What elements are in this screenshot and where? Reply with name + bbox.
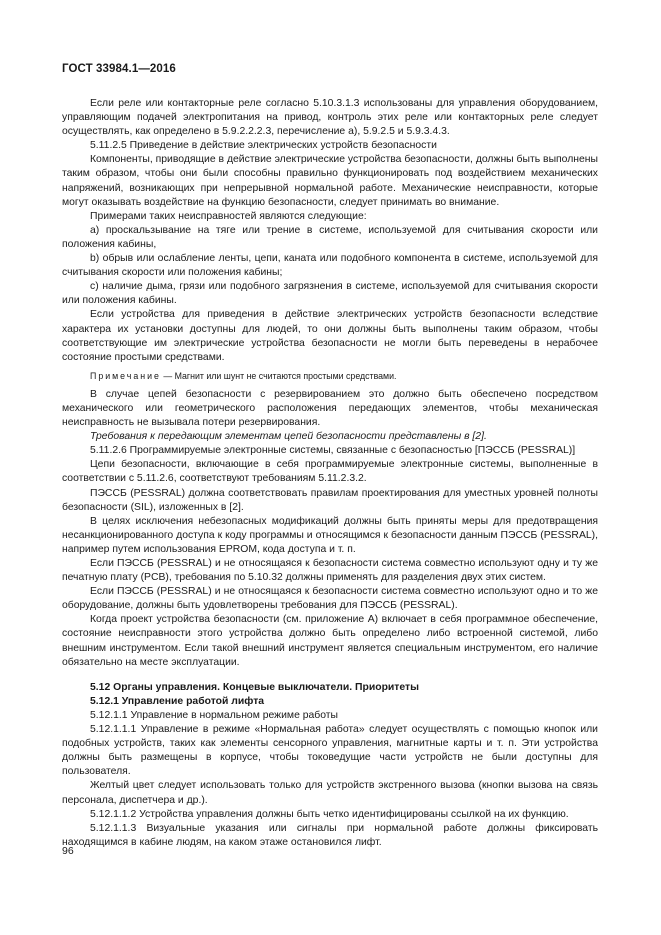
paragraph: 5.12.1.1.3 Визуальные указания или сигналы при нормальной работе должны фиксировать находящимся в кабине людям, на каком этаже остановился лифт. <box>62 822 598 848</box>
paragraph: В целях исключения небезопасных модификаций должны быть приняты меры для предотвращения несанкционированного доступа к коду программы и относящимся к безопасности данным ПЭССБ (PESSRAL), например путем использования EPROM, кода доступа и т. п. <box>62 515 598 555</box>
paragraph: Компоненты, приводящие в действие электрические устройства безопасности, должны быть выполнены таким образом, чтобы они были способны правильно функционировать под воздействием механических напряжений, возникающих при непрерывной нормальной работе. Механические неисправности, которые могут оказывать воздействие на функцию безопасности, следует принимать во внимание. <box>62 154 598 208</box>
paragraph-reference: Требования к передающим элементам цепей безопасности представлены в [2]. <box>90 431 487 443</box>
subsection-heading: 5.12.1 Управление работой лифта <box>90 695 265 707</box>
clause-title: 5.12.1.1 Управление в нормальном режиме работы <box>90 709 339 721</box>
paragraph: Если реле или контакторные реле согласно 5.10.3.1.3 использованы для управления оборудованием, управляющим подачей электропитания на привод, контроль этих реле или контакторных реле следует осуществлять, как определено в 5.9.2.2.2.3, перечисление а), 5.9.2.5 и 5.9.3.4.3. <box>62 98 598 138</box>
note-text: — Магнит или шунт не считаются простыми средствами. <box>160 370 397 381</box>
note <box>62 369 598 383</box>
paragraph: 5.12.1.1.1 Управление в режиме «Нормальная работа» следует осуществлять с помощью кнопок или подобных устройств, таких как элементы сенсорного управления, магнитные карты и т. п. Эти устройства должны быть размещены в корпусе, чтобы токоведущие части устройств не были доступны для пользователя. <box>62 724 598 778</box>
clause-title: 5.11.2.6 Программируемые электронные системы, связанные с безопасностью [ПЭССБ (PESSRAL)] <box>90 445 576 457</box>
clause-title: 5.11.2.5 Приведение в действие электрических устройств безопасности <box>90 140 437 152</box>
list-item: с) наличие дыма, грязи или подобного загрязнения в системе, используемой для считывания скорости или положения кабины. <box>62 281 598 307</box>
paragraph: Желтый цвет следует использовать только для устройств экстренного вызова (кнопки вызова на связь персонала, диспетчера и др.). <box>62 780 598 806</box>
document-header: ГОСТ 33984.1—2016 <box>62 63 176 75</box>
paragraph: В случае цепей безопасности с резервированием это должно быть обеспечено посредством механического или геометрического расположения передающих элементов, чтобы механическая неисправность не вызывала потери резервирования. <box>62 388 598 429</box>
note-label: Примечание <box>90 370 161 381</box>
section-heading: 5.12 Органы управления. Концевые выключатели. Приоритеты <box>90 681 419 693</box>
paragraph: Цепи безопасности, включающие в себя программируемые электронные системы, выполненные в соответствии с 5.11.2.6, соответствуют требованиям 5.11.2.3.2. <box>62 459 598 485</box>
list-item: b) обрыв или ослабление ленты, цепи, каната или подобного компонента в системе, используемой для считывания скорости или положения кабины; <box>62 253 598 279</box>
paragraph: Когда проект устройства безопасности (см. приложение А) включает в себя программное обеспечение, состояние неисправности этого устройства должно быть определено либо встроенной системой, либо внешним инструментом. Если такой внешний инструмент является специальным инструментом, его наличие обязательно на месте эксплуатации. <box>62 614 598 668</box>
paragraph: Если ПЭССБ (PESSRAL) и не относящаяся к безопасности система совместно используют одно и то же оборудование, должны быть удовлетворены требования для ПЭССБ (PESSRAL). <box>62 586 598 612</box>
page-number: 96 <box>62 845 74 857</box>
paragraph: 5.12.1.1.2 Устройства управления должны быть четко идентифицированы ссылкой на их функцию. <box>90 808 569 820</box>
paragraph: Если ПЭССБ (PESSRAL) и не относящаяся к безопасности система совместно используют одну и ту же печатную плату (PCB), требования по 5.10.32 должны применять для разделения двух этих систем. <box>62 558 598 584</box>
list-item: а) проскальзывание на тяге или трение в системе, используемой для считывания скорости или положения кабины, <box>62 224 598 250</box>
page-body <box>62 97 598 850</box>
paragraph: Если устройства для приведения в действие электрических устройств безопасности вследствие характера их установки доступны для людей, то они должны быть выполнены таким образом, чтобы соответствующие им электрические устройства безопасности не могли быть переведены в нерабочее состояние простыми средствами. <box>62 309 598 363</box>
paragraph: Примерами таких неисправностей являются следующие: <box>90 210 367 222</box>
paragraph: ПЭССБ (PESSRAL) должна соответствовать правилам проектирования для уместных уровней полноты безопасности (SIL), изложенных в [2]. <box>62 487 598 513</box>
